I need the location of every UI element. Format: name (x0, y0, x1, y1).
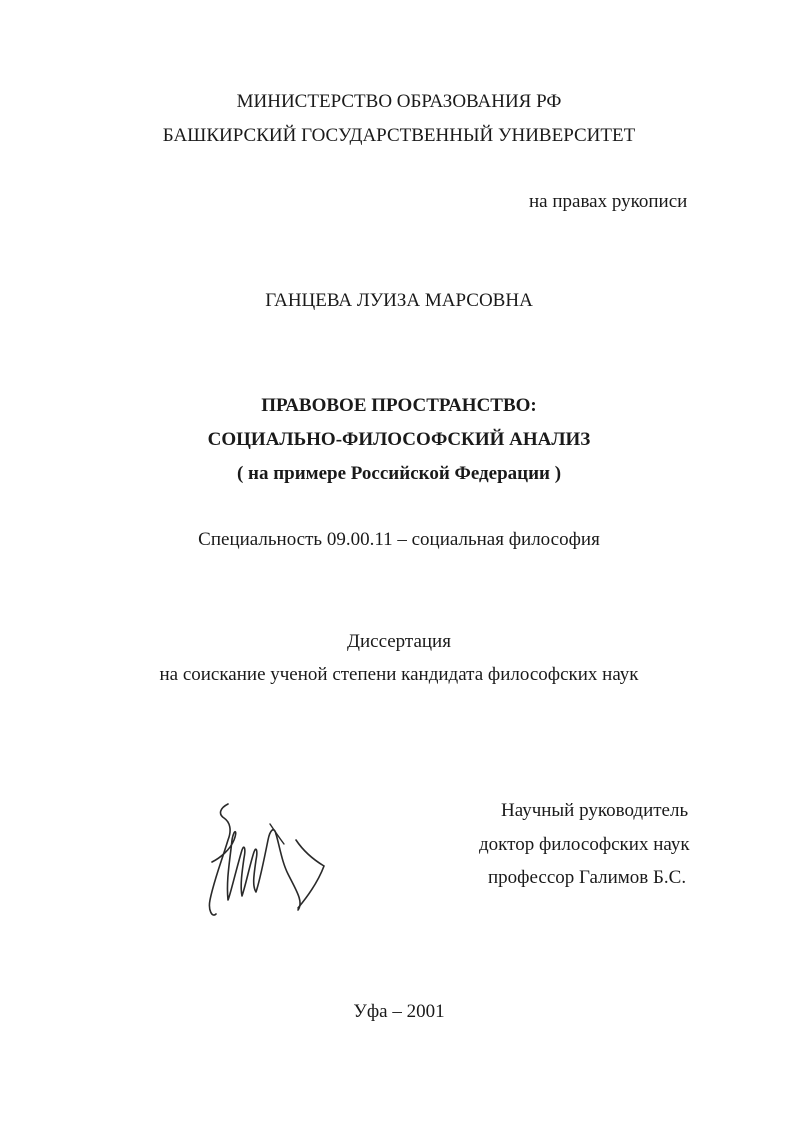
specialty: Специальность 09.00.11 – социальная философия (198, 529, 600, 550)
author-name: ГАНЦЕВА ЛУИЗА МАРСОВНА (265, 290, 533, 311)
handwritten-signature (200, 800, 340, 930)
title-line-2: СОЦИАЛЬНО-ФИЛОСОФСКИЙ АНАЛИЗ (207, 429, 591, 450)
supervisor-degree: доктор философских наук (479, 834, 690, 855)
university-heading: БАШКИРСКИЙ ГОСУДАРСТВЕННЫЙ УНИВЕРСИТЕТ (162, 125, 636, 146)
city-year: Уфа – 2001 (353, 1001, 445, 1022)
ministry-heading: МИНИСТЕРСТВО ОБРАЗОВАНИЯ РФ (236, 91, 562, 112)
title-subtitle: ( на примере Российской Федерации ) (236, 463, 562, 484)
dissertation-label: Диссертация (347, 631, 451, 652)
supervisor-name: профессор Галимов Б.С. (488, 867, 687, 888)
manuscript-note: на правах рукописи (529, 191, 688, 212)
title-line-1: ПРАВОВОЕ ПРОСТРАНСТВО: (261, 395, 537, 416)
degree-line: на соискание ученой степени кандидата философских наук (159, 664, 639, 685)
supervisor-role: Научный руководитель (501, 800, 689, 821)
